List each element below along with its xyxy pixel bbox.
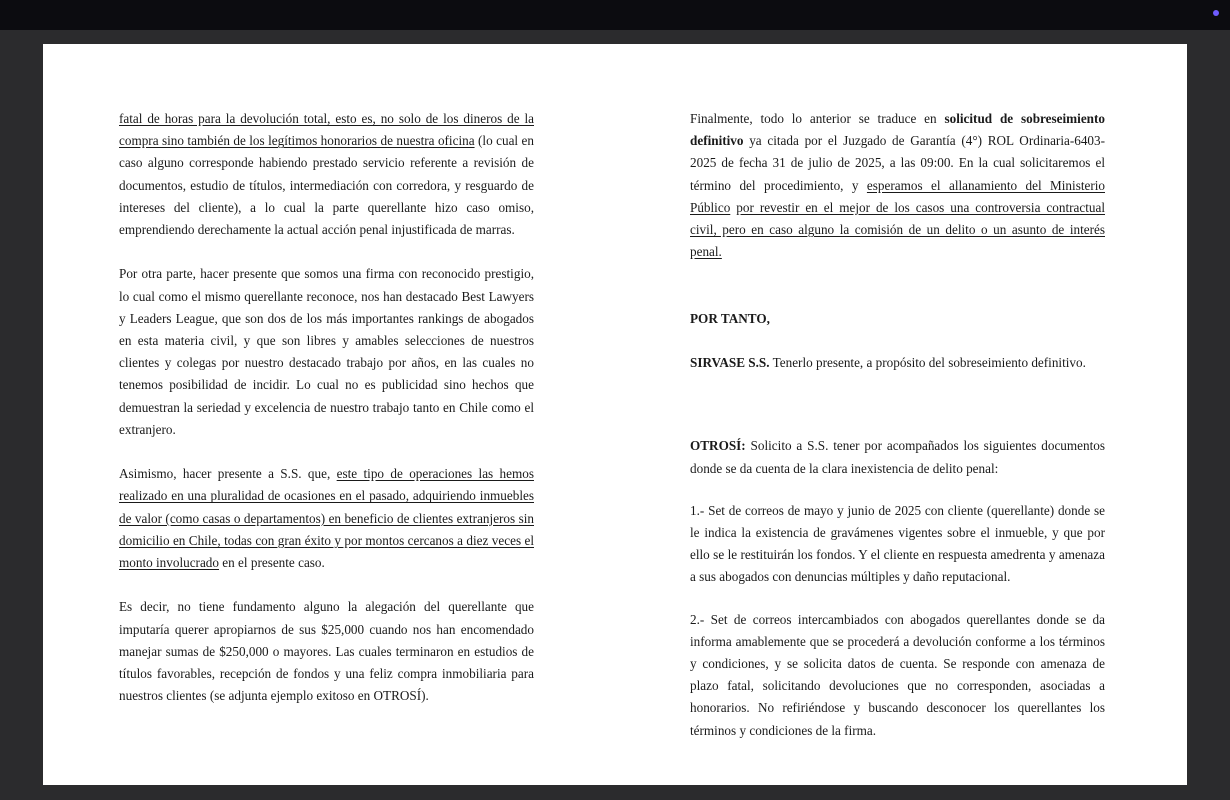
- paragraph-text: Tenerlo presente, a propósito del sobreseimiento definitivo.: [769, 355, 1086, 371]
- paragraph-prestige: Por otra parte, hacer presente que somos una firma con reconocido prestigio, lo cual como el mismo querellante reconoce, nos han destacado Best Lawyers y Leaders League, que son dos de los más importantes rankings de abogados en esta materia civil, y que son libres y amables selecciones de nuestros clientes y colegas por nuestro destacado trabajo por años, en las cuales no tenemos posibilidad de incidir. Lo cual no es publicidad sino hechos que demuestran la seriedad y excelencia de nuestro trabajo tanto en Chile como el extranjero.: [119, 266, 534, 437]
- paragraph-amounts: Es decir, no tiene fundamento alguno la alegación del querellante que imputaría querer apropiarnos de sus $25,000 cuando nos han encomendado manejar sumas de $250,000 o mayores. Las cuales terminaron en estudios de títulos favorables, recepción de fondos y una feliz compra inmobiliaria para nuestros clientes (se adjunta ejemplo exitoso en OTROSÍ).: [119, 599, 534, 704]
- bold-text: SIRVASE S.S.: [690, 355, 770, 371]
- paragraph-text: en el presente caso.: [219, 555, 325, 571]
- underlined-text: fatal de horas para la devolución total, esto es, no solo de los dineros de la compra sino también de los legítimos honorarios de nuestra oficina: [119, 111, 534, 149]
- paragraph-text: Finalmente, todo lo anterior se traduce en: [690, 111, 945, 126]
- viewer-top-bar: [0, 0, 1230, 30]
- left-column: [119, 108, 534, 707]
- paragraph-text: Solicito a S.S. tener por acompañados los siguientes documentos donde se da cuenta de la clara inexistencia de delito penal:: [690, 438, 1105, 476]
- sirvase-paragraph: [690, 352, 1105, 374]
- bold-text: solicitud de sobreseimiento definitivo: [690, 111, 1105, 149]
- paragraph-operations: [119, 463, 534, 574]
- bold-text: POR TANTO,: [690, 310, 770, 326]
- right-column: [690, 108, 1105, 742]
- paragraph-text: Asimismo, hacer presente a S.S. que,: [119, 466, 337, 482]
- otrosi-paragraph: [690, 435, 1105, 479]
- underlined-text: este tipo de operaciones las hemos realizado en una pluralidad de ocasiones en el pasado, adquiriendo inmuebles de valor (como casas o departamentos) en beneficio de clientes extranjeros sin domicilio en Chile, todas con gran éxito y por montos cercanos a diez veces el monto involucrado: [119, 466, 534, 571]
- paragraph-sobreseimiento: [690, 108, 1105, 263]
- paragraph-text: (lo cual en caso alguno corresponde habiendo prestado servicio referente a revisión de documentos, estudio de títulos, intermediación con corredora, y resguardo de intereses del cliente), a lo cual la parte querellante hizo caso omiso, emprendiendo derechamente la actual acción penal injustificada de marras.: [119, 133, 534, 238]
- paragraph-fees: [119, 108, 534, 241]
- status-dot-icon: [1213, 10, 1219, 16]
- document-list-item: 2.- Set de correos intercambiados con abogados querellantes donde se da informa amablemente que se procederá a devolución conforme a los términos y condiciones, y se solicita datos de cuenta. Se responde con amenaza de plazo fatal, solicitando devoluciones que no corresponden, asociadas a honorarios. No refiriéndose y buscando desconocer los querellantes los términos y condiciones de la firma.: [690, 611, 1105, 738]
- por-tanto-heading: [690, 308, 1105, 330]
- document-list-item: 1.- Set de correos de mayo y junio de 2025 con cliente (querellante) donde se le indica la existencia de gravámenes vigentes sobre el inmueble, y que por ello se le restituirán los fondos. Y el cliente en respuesta amedrenta y amenaza a sus abogados con denuncias múltiples y daño reputacional.: [690, 502, 1105, 585]
- bold-text: OTROSÍ:: [690, 438, 746, 454]
- underlined-text: esperamos el allanamiento del Ministerio Público: [690, 177, 1105, 215]
- underlined-text: por revestir en el mejor de los casos una controversia contractual civil, pero en caso alguno la comisión de un delito o un asunto de interés penal.: [690, 199, 1105, 260]
- paragraph-text: ya citada por el Juzgado de Garantía (4°) ROL Ordinaria-6403-2025 de fecha 31 de julio de 2025, a las 09:00. En la cual solicitaremos el término del procedimiento, y: [690, 133, 1105, 193]
